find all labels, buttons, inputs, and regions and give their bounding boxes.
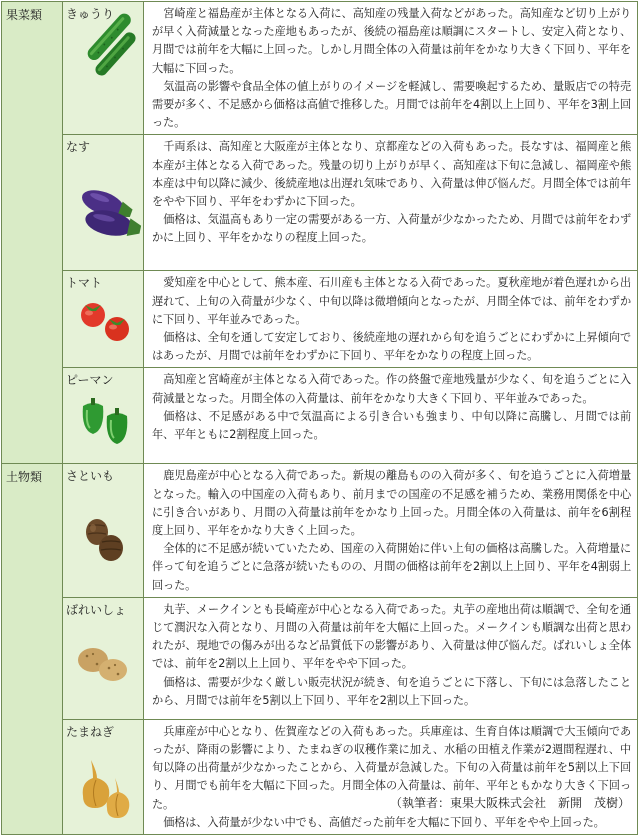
table-row xyxy=(2,2,638,135)
paragraph: 千両系は、高知産と大阪産が主体となり、京都産などの入荷もあった。長なすは、福岡産と熊本産が主体となる入荷であった。残量の切り上がりが早く、高知産は下旬に急減し、福岡産や熊本産は中旬以降に減少、後続産地は出遅れ気味であり、入荷量は伸び悩んだ。月間全体では前年をやや下回り、平年をわずかに下回った。 xyxy=(152,140,631,209)
onion-icon xyxy=(63,720,143,832)
item-name: トマト xyxy=(66,276,103,291)
paragraph: 丸芋、メークインとも長崎産が中心となる入荷であった。丸芋の産地出荷は順調で、全旬を通じて潤沢な入荷となり、月間の入荷量は前年を大幅に上回った。メークインも順調な出荷と思われたが、現地での傷みが出るなど品質低下の影響があり、入荷量は伸び悩んだ。ばれいしょ全体では、前年を2割以上上回り、平年をやや下回った。 xyxy=(152,602,631,671)
paragraph: 価格は、需要が少なく厳しい販売状況が続き、旬を追うごとに下落し、下旬には急落したことから、月間では前年を5割以上下回り、平年を2割以上下回った。 xyxy=(152,675,631,707)
table-row xyxy=(2,135,638,271)
potato-icon xyxy=(63,598,143,720)
paragraph: 価格は、入荷量が少ない中でも、高値だった前年を大幅に下回り、平年をやや上回った。 xyxy=(163,815,605,829)
table-row xyxy=(2,271,638,368)
item-name: きゅうり xyxy=(66,7,115,21)
paragraph: 価格は、不足感がある中で気温高による引き合いも強まり、中旬以降に高騰し、月間では前年、平年ともに2割程度上回った。 xyxy=(152,409,631,442)
tomato-icon xyxy=(63,271,143,366)
paragraph: 価格は、気温高もあり一定の需要がある一方、入荷量が少なかったため、月間では前年をわずかに上回り、平年をかなりの程度上回った。 xyxy=(152,213,631,245)
item-name: さといも xyxy=(66,469,115,484)
paragraph: 愛知産を中心として、熊本産、石川産も主体となる入荷であった。夏秋産地が着色遅れから出遅れて、上旬の入荷量が少なく、中旬以降は微増傾向となったが、月間全体では、前年をわずかに下回り、平年並みであった。 xyxy=(152,276,631,326)
table-row xyxy=(2,368,638,464)
paragraph: 価格は、全旬を通して安定しており、後続産地の遅れから旬を追うごとにわずかに上昇傾向ではあったが、月間では前年をわずかに下回り、平年をかなりの程度上回った。 xyxy=(152,331,631,363)
item-eggplant xyxy=(63,135,144,271)
author-credit: （執筆者：東果大阪株式会社 新開 茂樹） xyxy=(389,796,630,810)
taro-icon xyxy=(63,464,143,590)
category-fruit-vegetables: 果菜類 xyxy=(2,2,63,464)
item-name: たまねぎ xyxy=(66,724,115,739)
report-table xyxy=(1,1,638,835)
item-onion xyxy=(63,719,144,834)
paragraph: 全体的に不足感が続いていたため、国産の入荷開始に伴い上旬の価格は高騰した。入荷増量に伴って旬を追うごとに急落が続いたものの、月間の価格は前年を2割以上上回り、平年を4割弱上回った。 xyxy=(152,542,631,592)
paragraph: 鹿児島産が中心となる入荷であった。新規の離島ものの入荷が多く、旬を追うごとに入荷増量となった。輸入の中国産の入荷もあり、前月までの国産の不足感を補うため、業務用関係を中心に引き合いがあり、月間の入荷量は前年をかなり上回った。月間全体の入荷量は、前年を6割程度上回り、平年をかなり大きく上回った。 xyxy=(152,469,631,538)
eggplant-icon xyxy=(63,135,143,271)
item-name: ばれいしょ xyxy=(66,602,127,617)
item-description xyxy=(144,368,638,464)
item-name: なす xyxy=(66,140,91,155)
paragraph: 高知産と宮崎産が主体となる入荷であった。作の終盤で産地残量が少なく、旬を追うごとに入荷減量となった。月間全体の入荷量は、前年をかなり大きく下回り、平年並みであった。 xyxy=(152,373,631,405)
item-green-pepper xyxy=(63,368,144,464)
item-name: ピーマン xyxy=(66,373,114,388)
item-description xyxy=(144,464,638,597)
item-description xyxy=(144,135,638,271)
paragraph: 気温高の影響や食品全体の値上がりのイメージを軽減し、需要喚起するため、量販店での特売需要が多く、不足感から価格は高値で推移した。月間では前年を4割以上上回り、平年を3割上回った。 xyxy=(152,79,631,130)
item-description xyxy=(144,597,638,719)
table-row xyxy=(2,597,638,719)
table-row xyxy=(2,464,638,597)
cucumber-icon xyxy=(63,2,143,126)
item-cucumber xyxy=(63,2,144,135)
table-row xyxy=(2,719,638,834)
item-tomato xyxy=(63,271,144,368)
item-description xyxy=(144,2,638,135)
paragraph: 兵庫産が中心となり、佐賀産などの入荷もあった。兵庫産は、生育自体は順調で大玉傾向であったが、降雨の影響により、たまねぎの収穫作業に加え、水稲の田植え作業が2週間程遅れ、中旬以降の出荷量が少なかったことから、入荷量が急減した。下旬の入荷量は前年を5割以上下回り、月間でも前年を大幅に下回った。月間全体の入荷量は、前年、平年ともかなり大きく下回った。 xyxy=(152,724,631,811)
item-description xyxy=(144,271,638,368)
green-pepper-icon xyxy=(63,368,143,464)
item-description xyxy=(144,719,638,834)
item-potato xyxy=(63,597,144,719)
category-root-vegetables: 土物類 xyxy=(2,464,63,835)
paragraph: 宮崎産と福島産が主体となる入荷に、高知産の残量入荷などがあった。高知産など切り上がりが早く入荷減量となった産地もあったが、後続の福島産は順調にスタートし、安定入荷となり、月間では前年を大幅に上回った。しかし月間全体の入荷量は前年をかなり大きく下回り、平年を大幅に下回った。 xyxy=(152,7,631,75)
item-taro xyxy=(63,464,144,597)
